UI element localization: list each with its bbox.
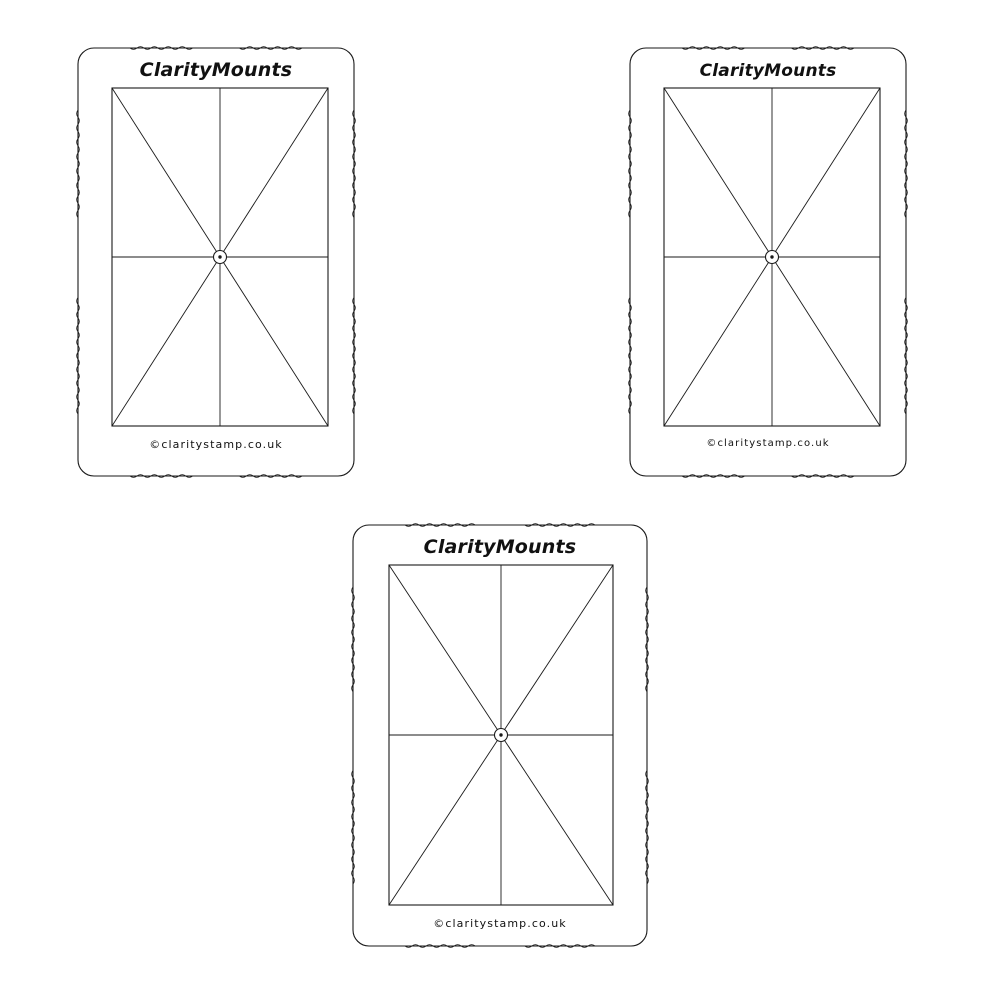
brand-label: ClarityMounts (423, 536, 577, 558)
claritymounts-mount-1 (70, 40, 362, 484)
brand-label: ClarityMounts (699, 61, 837, 81)
mount-outline (345, 517, 655, 954)
center-point-core-icon (218, 255, 221, 258)
claritymounts-mount-3 (345, 517, 655, 954)
copyright-url-label: ©claritystamp.co.uk (433, 917, 567, 930)
mount-outline (622, 40, 914, 484)
mount-outline (70, 40, 362, 484)
copyright-url-label: ©claritystamp.co.uk (706, 438, 830, 449)
brand-label: ClarityMounts (139, 59, 293, 81)
center-point-core-icon (770, 255, 773, 258)
center-point-core-icon (499, 733, 502, 736)
claritymounts-mount-2 (622, 40, 914, 484)
copyright-url-label: ©claritystamp.co.uk (149, 438, 283, 451)
